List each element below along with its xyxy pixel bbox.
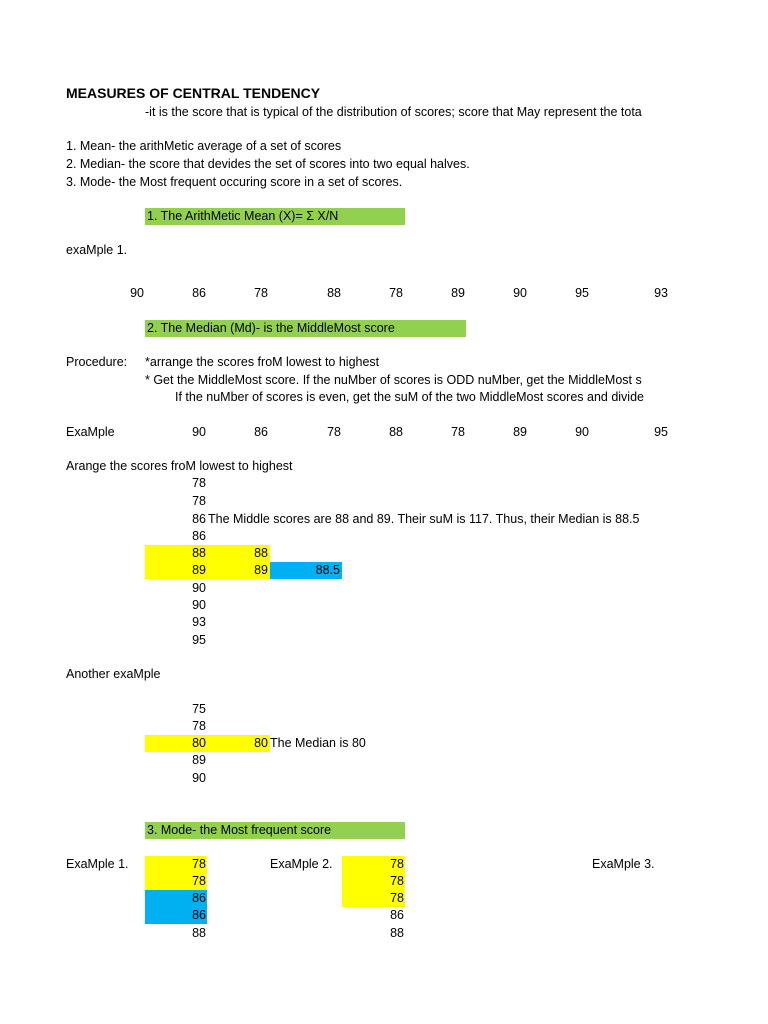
mean-score: 90	[130, 286, 144, 300]
sorted-score: 86	[192, 512, 206, 526]
another-median-value: 80	[254, 736, 268, 750]
another-sorted-score: 80	[192, 736, 206, 750]
mean-score: 89	[451, 286, 465, 300]
mean-score: 95	[575, 286, 589, 300]
mode-ex1-label: ExaMple 1.	[66, 857, 129, 871]
sorted-score: 86	[192, 529, 206, 543]
sorted-score: 90	[192, 581, 206, 595]
another-median-note: The Median is 80	[270, 736, 366, 750]
sorted-score: 78	[192, 494, 206, 508]
mean-score: 78	[389, 286, 403, 300]
mode-ex1-value: 86	[192, 908, 206, 922]
median-example-score: 88	[389, 425, 403, 439]
median-result: 88.5	[315, 563, 340, 577]
definition-text: -it is the score that is typical of the distribution of scores; score that May represent the tota	[145, 105, 642, 119]
another-sorted-score: 89	[192, 753, 206, 767]
procedure-step-2: * Get the MiddleMost score. If the nuMber of scores is ODD nuMber, get the MiddleMost s	[145, 373, 642, 387]
list-item-mean: 1. Mean- the arithMetic average of a set of scores	[66, 139, 342, 153]
sorted-score: 88	[192, 546, 206, 560]
mode-heading: 3. Mode- the Most frequent score	[147, 823, 332, 837]
mode-ex1-value: 88	[192, 926, 206, 940]
median-example-label: ExaMple	[66, 425, 115, 439]
mode-ex1-value: 86	[192, 891, 206, 905]
middle-pair-value: 89	[254, 563, 268, 577]
procedure-label: Procedure:	[66, 355, 128, 369]
mode-ex2-value: 86	[390, 908, 404, 922]
another-sorted-score: 78	[192, 719, 206, 733]
middle-pair-value: 88	[254, 546, 268, 560]
mode-ex1-value: 78	[192, 874, 206, 888]
another-example-label: Another exaMple	[66, 667, 161, 681]
sorted-score: 90	[192, 598, 206, 612]
another-sorted-score: 75	[192, 702, 206, 716]
mode-ex3-label: ExaMple 3.	[592, 857, 655, 871]
arrange-label: Arange the scores froM lowest to highest	[66, 459, 293, 473]
median-example-score: 78	[451, 425, 465, 439]
sorted-score: 78	[192, 476, 206, 490]
procedure-step-1: *arrange the scores froM lowest to highest	[145, 355, 380, 369]
median-example-score: 95	[654, 425, 668, 439]
mode-ex2-label: ExaMple 2.	[270, 857, 333, 871]
mode-ex2-value: 78	[390, 891, 404, 905]
mode-ex2-value: 78	[390, 857, 404, 871]
mode-ex2-value: 88	[390, 926, 404, 940]
median-heading: 2. The Median (Md)- is the MiddleMost score	[147, 321, 395, 335]
median-example-score: 86	[254, 425, 268, 439]
another-sorted-score: 90	[192, 771, 206, 785]
mean-score: 78	[254, 286, 268, 300]
median-example-score: 78	[327, 425, 341, 439]
median-example-score: 89	[513, 425, 527, 439]
median-example-score: 90	[575, 425, 589, 439]
sorted-score: 93	[192, 615, 206, 629]
median-example-score: 90	[192, 425, 206, 439]
mean-score: 86	[192, 286, 206, 300]
mean-score: 90	[513, 286, 527, 300]
sorted-score: 95	[192, 633, 206, 647]
mean-score: 88	[327, 286, 341, 300]
sorted-score: 89	[192, 563, 206, 577]
list-item-median: 2. Median- the score that devides the set of scores into two equal halves.	[66, 157, 470, 171]
mean-score: 93	[654, 286, 668, 300]
mean-heading: 1. The ArithMetic Mean (X)= Σ X/N	[147, 209, 339, 223]
mode-ex2-value: 78	[390, 874, 404, 888]
mean-example-label: exaMple 1.	[66, 243, 128, 257]
list-item-mode: 3. Mode- the Most frequent occuring score in a set of scores.	[66, 175, 403, 189]
procedure-step-3: If the nuMber of scores is even, get the suM of the two MiddleMost scores and divide	[175, 390, 644, 404]
page-title: MEASURES OF CENTRAL TENDENCY	[66, 85, 321, 101]
median-note: The Middle scores are 88 and 89. Their suM is 117. Thus, their Median is 88.5	[208, 512, 640, 526]
mode-ex1-value: 78	[192, 857, 206, 871]
